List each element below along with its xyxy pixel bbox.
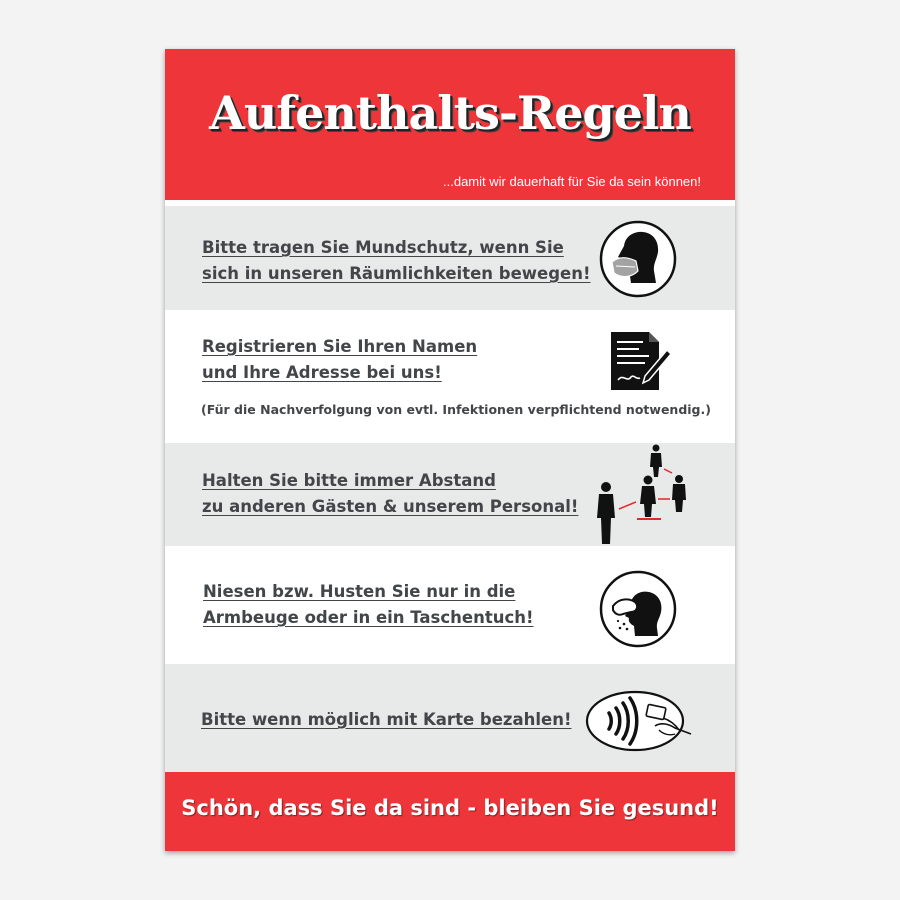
rule-row-distance [165,443,735,546]
poster-header [165,49,735,200]
face-mask-icon [598,219,678,299]
poster-footer [165,772,735,851]
rule-row-mask [165,206,735,310]
rule-text [201,707,572,733]
rule-line-1: Bitte wenn möglich mit Karte bezahlen! [201,710,572,729]
rule-row-card [165,664,735,772]
poster-title: Aufenthalts-Regeln [209,86,691,140]
rule-row-register [165,310,735,443]
rule-line-1: Registrieren Sie Ihren Namen [202,337,478,356]
rule-text [203,579,534,631]
rules-poster [165,49,735,851]
sneeze-elbow-icon [597,568,679,650]
rule-line-2: sich in unseren Räumlichkeiten bewegen! [202,264,591,283]
rule-text [202,468,578,520]
rule-line-2: zu anderen Gästen & unserem Personal! [202,497,579,516]
document-sign-icon [609,330,673,392]
rule-line-1: Halten Sie bitte immer Abstand [202,471,496,490]
distance-people-icon [589,444,689,544]
rule-line-1: Bitte tragen Sie Mundschutz, wenn Sie [202,238,564,257]
contactless-card-icon [583,688,698,753]
poster-subtitle: ...damit wir dauerhaft für Sie da sein können! [443,174,701,189]
rule-row-sneeze [165,546,735,664]
rule-note: (Für die Nachverfolgung von evtl. Infektionen verpflichtend notwendig.) [201,402,711,417]
rule-line-2: Armbeuge oder in ein Taschentuch! [203,608,534,627]
rule-text [202,334,477,386]
rule-line-2: und Ihre Adresse bei uns! [202,363,442,382]
rule-line-1: Niesen bzw. Husten Sie nur in die [203,582,516,601]
footer-slogan: Schön, dass Sie da sind - bleiben Sie gesund! [181,796,719,820]
rule-text [202,235,591,287]
